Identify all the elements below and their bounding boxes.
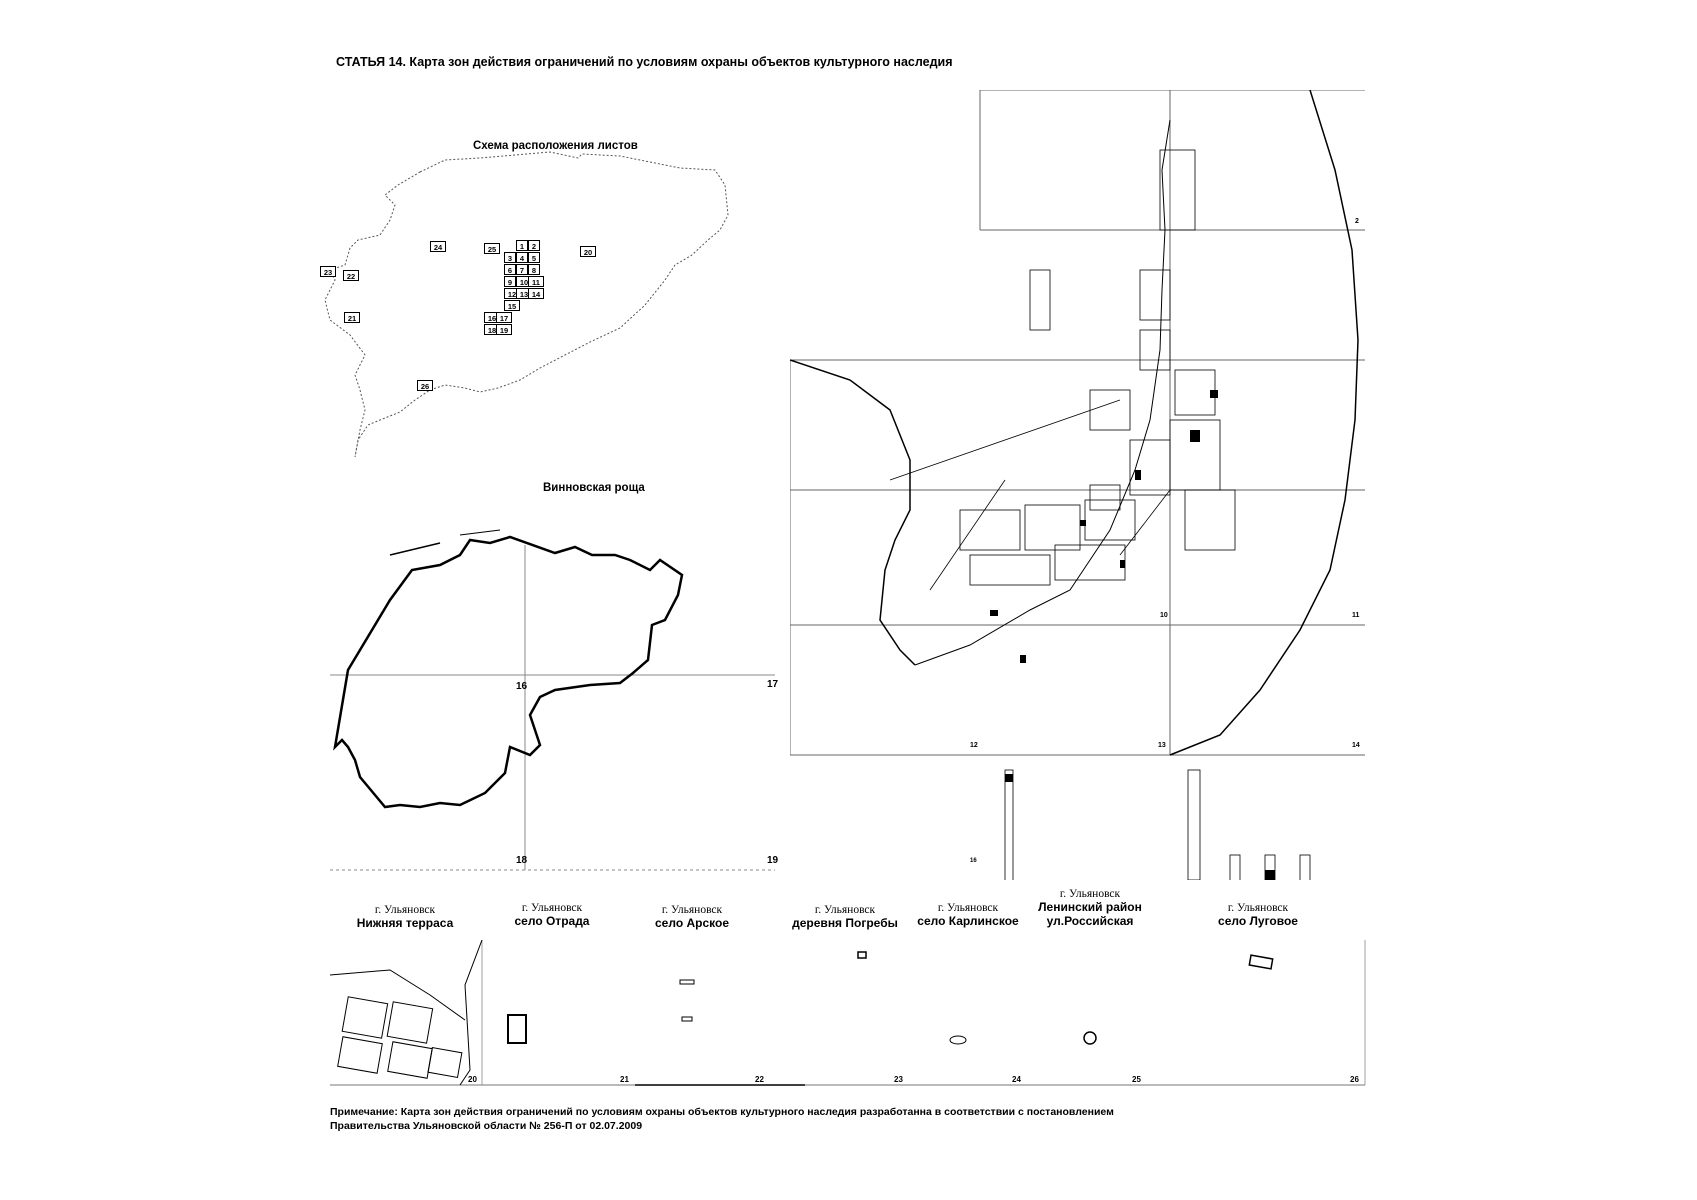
inset-caption-24: г. Ульяновск село Карлинское: [917, 902, 1019, 928]
scheme-sheet-17: 17: [496, 312, 512, 323]
scheme-sheet-22: 22: [343, 270, 359, 281]
inset-number-22: 22: [755, 1075, 764, 1084]
scheme-sheet-9: 9: [504, 276, 516, 287]
scheme-sheet-2: 2: [528, 240, 540, 251]
vinnovskaya-title: Винновская роща: [543, 482, 645, 494]
inset-caption-22: г. Ульяновск село Арское: [655, 904, 729, 930]
scheme-sheet-26: 26: [417, 380, 433, 391]
scheme-sheet-6: 6: [504, 264, 516, 275]
inset-maps: [330, 940, 1370, 1090]
main-sheet-label-14: 14: [1352, 742, 1360, 749]
scheme-sheet-25: 25: [484, 243, 500, 254]
scheme-sheet-23: 23: [320, 266, 336, 277]
footnote: [330, 1105, 1114, 1133]
footnote-line-2: Правительства Ульяновской области № 256-П от 02.07.2009: [330, 1120, 643, 1132]
scheme-sheet-18: 18: [484, 324, 500, 335]
main-map-drawing: [790, 90, 1370, 880]
inset-caption-25: г. Ульяновск Ленинский район ул.Российская: [1038, 888, 1142, 928]
inset-number-23: 23: [894, 1075, 903, 1084]
inset-number-26: 26: [1350, 1075, 1359, 1084]
scheme-sheet-12: 12: [504, 288, 520, 299]
sheet-label-19: 19: [767, 855, 779, 866]
inset-maps-drawing: [330, 940, 1370, 1090]
scheme-sheet-21: 21: [344, 312, 360, 323]
scheme-title: Схема расположения листов: [473, 140, 638, 152]
scheme-sheet-20: 20: [580, 246, 596, 257]
scheme-sheet-24: 24: [430, 241, 446, 252]
scheme-sheet-5: 5: [528, 252, 540, 263]
scheme-sheet-11: 11: [528, 276, 544, 287]
inset-number-20: 20: [468, 1075, 477, 1084]
inset-number-21: 21: [620, 1075, 629, 1084]
main-sheet-label-10: 10: [1160, 612, 1168, 619]
scheme-sheet-3: 3: [504, 252, 516, 263]
page-title: СТАТЬЯ 14. Карта зон действия ограничений по условиям охраны объектов культурного наследия: [336, 55, 953, 69]
scheme-sheet-1: 1: [516, 240, 528, 251]
inset-caption-23: г. Ульяновск деревня Погребы: [792, 904, 898, 930]
footnote-line-1: Примечание: Карта зон действия ограничений по условиям охраны объектов культурного наследия разработанна в соответствии с постановлением: [330, 1106, 1114, 1118]
scheme-sheet-4: 4: [516, 252, 528, 263]
scheme-sheet-14: 14: [528, 288, 544, 299]
scheme-outline: [320, 130, 740, 520]
scheme-sheet-7: 7: [516, 264, 528, 275]
scheme-sheet-19: 19: [496, 324, 512, 335]
inset-caption-21: г. Ульяновск село Отрада: [514, 902, 590, 928]
scheme-sheet-10: 10: [516, 276, 532, 287]
vinnovskaya-map: [330, 515, 779, 875]
main-sheet-label-13: 13: [1158, 742, 1166, 749]
scheme-sheet-13: 13: [516, 288, 532, 299]
inset-number-25: 25: [1132, 1075, 1141, 1084]
vinnovskaya-outline: [330, 515, 775, 875]
inset-number-24: 24: [1012, 1075, 1021, 1084]
scheme-sheet-15: 15: [504, 300, 520, 311]
sheet-scheme: [320, 130, 740, 520]
main-sheet-label-16b: 16: [970, 858, 977, 864]
sheet-label-18: 18: [516, 855, 528, 866]
main-sheet-label-12: 12: [970, 742, 978, 749]
inset-caption-26: г. Ульяновск село Луговое: [1218, 902, 1298, 928]
inset-caption-20: г. Ульяновск Нижняя терраса: [356, 904, 454, 930]
sheet-label-16: 16: [516, 681, 528, 692]
scheme-sheet-8: 8: [528, 264, 540, 275]
main-sheet-label-11: 11: [1352, 612, 1360, 619]
scheme-sheet-16: 16: [484, 312, 500, 323]
main-city-map: [790, 90, 1370, 880]
sheet-label-17: 17: [767, 679, 779, 690]
main-sheet-label-2: 2: [1355, 218, 1359, 225]
